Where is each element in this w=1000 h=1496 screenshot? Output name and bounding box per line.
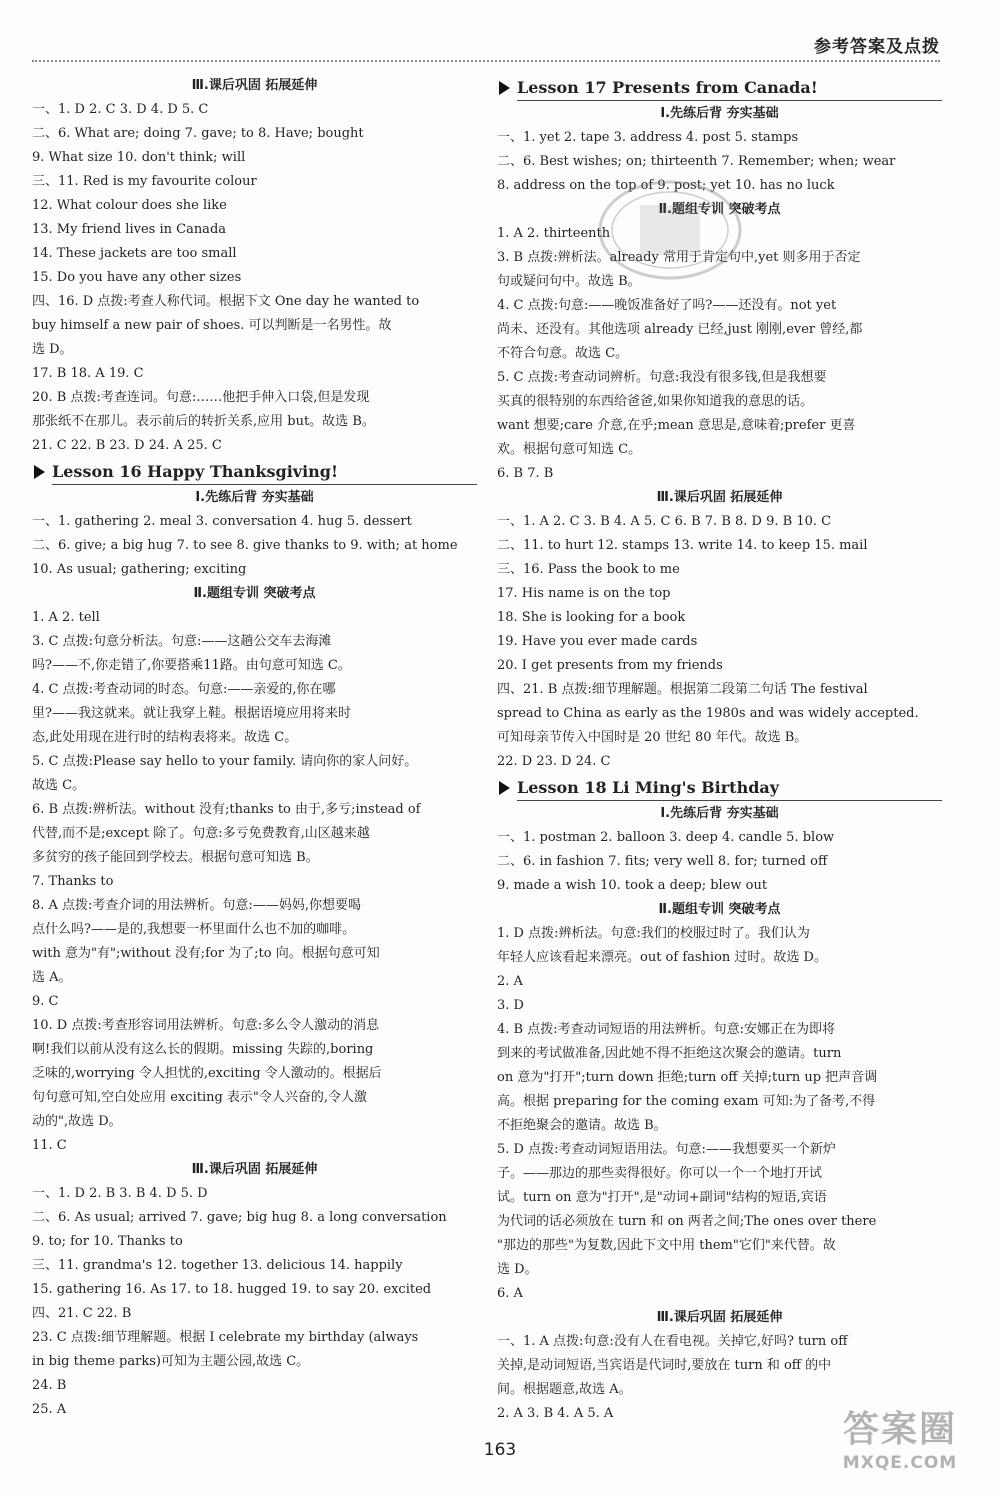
lesson-heading [497, 774, 942, 802]
answer-line: 14. These jackets are too small [32, 246, 237, 261]
lesson-underline [52, 484, 477, 485]
answer-line: 故选 C。 [32, 778, 86, 793]
lesson-underline [517, 100, 942, 101]
answer-line: 高。根据 preparing for the coming exam 可知:为了备考,不得 [497, 1094, 876, 1109]
answer-line: 17. B 18. A 19. C [32, 366, 144, 381]
answer-line: 18. She is looking for a book [497, 610, 686, 625]
triangle-bullet-icon [34, 465, 45, 479]
section-subheading: Ⅱ.题组专训 突破考点 [658, 902, 781, 917]
answer-line: 尚未、还没有。其他选项 already 已经,just 刚刚,ever 曾经,都 [497, 322, 863, 337]
answer-line: 到来的考试做准备,因此她不得不拒绝这次聚会的邀请。turn [497, 1046, 842, 1061]
answer-line: 不拒绝聚会的邀请。故选 B。 [497, 1118, 667, 1133]
answer-line: 那张纸不在那儿。表示前后的转折关系,应用 but。故选 B。 [32, 414, 375, 429]
page-header [0, 0, 1000, 64]
answer-line: 四、16. D 点拨:考查人称代词。根据下文 One day he wanted to [32, 294, 420, 309]
answer-line: 三、11. grandma's 12. together 13. delicious 14. happily [32, 1258, 403, 1273]
answer-line: 一、1. yet 2. tape 3. address 4. post 5. stamps [497, 130, 799, 145]
left-column [32, 74, 477, 1422]
answer-line: 3. C 点拨:句意分析法。句意:——这趟公交车去海滩 [32, 634, 332, 649]
watermark-logo: 答案圈 [842, 1409, 957, 1450]
answer-line: 25. A [32, 1402, 67, 1417]
site-watermark [815, 1408, 985, 1488]
answer-line: 5. C 点拨:Please say hello to your family. 请向你的家人问好。 [32, 754, 418, 769]
answer-line: 3. B 点拨:辨析法。already 常用于肯定句中,yet 则多用于否定 [497, 250, 861, 265]
answer-line: 20. I get presents from my friends [497, 658, 723, 673]
section-subheading: Ⅰ.先练后背 夯实基础 [660, 106, 779, 121]
section-subheading: Ⅲ.课后巩固 拓展延伸 [656, 1310, 783, 1325]
answer-line: 关掉,是动词短语,当宾语是代词时,要放在 turn 和 off 的中 [497, 1358, 832, 1373]
answer-line: 试。turn on 意为"打开",是"动词+副词"结构的短语,宾语 [497, 1190, 827, 1205]
watermark-url: MXQE.COM [842, 1453, 958, 1473]
answer-line: 10. D 点拨:考查形容词用法辨析。句意:多么令人激动的消息 [32, 1018, 380, 1033]
answer-line: 一、1. postman 2. balloon 3. deep 4. candle 5. blow [497, 830, 835, 845]
section-subheading: Ⅲ.课后巩固 拓展延伸 [191, 1162, 318, 1177]
answer-line: in big theme parks)可知为主题公园,故选 C。 [32, 1354, 310, 1369]
section-subheading: Ⅲ.课后巩固 拓展延伸 [191, 78, 318, 93]
answer-line: 为代词的话必须放在 turn 和 on 两者之间;The ones over there [497, 1214, 877, 1229]
answer-line: 24. B [32, 1378, 67, 1393]
answer-line: 6. A [497, 1286, 523, 1301]
answer-line: on 意为"打开";turn down 拒绝;turn off 关掉;turn up 把声音调 [497, 1070, 878, 1085]
answer-line: 17. His name is on the top [497, 586, 671, 601]
section-subheading: Ⅱ.题组专训 突破考点 [193, 586, 316, 601]
answer-line: 8. address on the top of 9. post; yet 10. has no luck [497, 178, 835, 193]
answer-line: 三、11. Red is my favourite colour [32, 174, 257, 189]
answer-line: 2. A [497, 974, 523, 989]
answer-line: 间。根据题意,故选 A。 [497, 1382, 632, 1397]
answer-line: 1. D 点拨:辨析法。句意:我们的校服过时了。我们认为 [497, 926, 810, 941]
answer-line: 二、11. to hurt 12. stamps 13. write 14. to keep 15. mail [497, 538, 868, 553]
lesson-title: Lesson 16 Happy Thanksgiving! [52, 462, 338, 481]
answer-line: 一、1. A 点拨:句意:没有人在看电视。关掉它,好吗? turn off [497, 1334, 848, 1349]
answer-line: 8. A 点拨:考查介词的用法辨析。句意:——妈妈,你想要喝 [32, 898, 361, 913]
answer-line: with 意为"有";without 没有;for 为了;to 向。根据句意可知 [32, 946, 380, 961]
answer-line: 4. C 点拨:句意:——晚饭准备好了吗?——还没有。not yet [497, 298, 837, 313]
answer-line: 四、21. C 22. B [32, 1306, 132, 1321]
answer-line: 乏味的,worrying 令人担忧的,exciting 令人激动的。根据后 [32, 1066, 382, 1081]
answer-line: 年轻人应该看起来漂亮。out of fashion 过时。故选 D。 [497, 950, 827, 965]
answer-line: 选 D。 [497, 1262, 538, 1277]
answer-line: buy himself a new pair of shoes. 可以判断是一名男性。故 [32, 318, 392, 333]
answer-line: 可知母亲节传入中国时是 20 世纪 80 年代。故选 B。 [497, 730, 808, 745]
answer-line: 二、6. in fashion 7. fits; very well 8. for; turned off [497, 854, 828, 869]
answer-line: 19. Have you ever made cards [497, 634, 698, 649]
answer-line: 7. Thanks to [32, 874, 114, 889]
answer-line: 三、16. Pass the book to me [497, 562, 680, 577]
answer-line: 代替,而不是;except 除了。句意:多亏免费教育,山区越来越 [32, 826, 370, 841]
answer-line: 选 A。 [32, 970, 72, 985]
answer-line: 20. B 点拨:考查连词。句意:……他把手伸入口袋,但是发现 [32, 390, 370, 405]
answer-line: 态,此处用现在进行时的结构表将来。故选 C。 [32, 730, 298, 745]
lesson-title: Lesson 17 Presents from Canada! [517, 78, 818, 97]
answer-line: 一、1. gathering 2. meal 3. conversation 4. hug 5. dessert [32, 514, 412, 529]
answer-line: 4. C 点拨:考查动词的时态。句意:——亲爱的,你在哪 [32, 682, 336, 697]
section-subheading: Ⅲ.课后巩固 拓展延伸 [656, 490, 783, 505]
stamp-seal [595, 175, 745, 285]
answer-line: 9. What size 10. don't think; will [32, 150, 246, 165]
lesson-underline [517, 800, 942, 801]
answer-line: 5. C 点拨:考查动词辨析。句意:我没有很多钱,但是我想要 [497, 370, 827, 385]
answer-line: 二、6. What are; doing 7. gave; to 8. Have; bought [32, 126, 364, 141]
header-divider [32, 60, 940, 62]
section-subheading: Ⅰ.先练后背 夯实基础 [195, 490, 314, 505]
answer-line: want 想要;care 介意,在乎;mean 意思是,意味着;prefer 更喜 [497, 418, 856, 433]
answer-line: 二、6. Best wishes; on; thirteenth 7. Remember; when; wear [497, 154, 896, 169]
lesson-heading [497, 74, 942, 102]
answer-line: 10. As usual; gathering; exciting [32, 562, 247, 577]
answer-line: 23. C 点拨:细节理解题。根据 I celebrate my birthday (always [32, 1330, 419, 1345]
answer-line: 6. B 点拨:辨析法。without 没有;thanks to 由于,多亏;instead of [32, 802, 421, 817]
lesson-title: Lesson 18 Li Ming's Birthday [517, 778, 780, 797]
triangle-bullet-icon [499, 781, 510, 795]
answer-line: 12. What colour does she like [32, 198, 227, 213]
answer-line: 9. C [32, 994, 59, 1009]
answer-line: 动的",故选 D。 [32, 1114, 122, 1129]
header-title: 参考答案及点拨 [814, 37, 940, 57]
answer-line: 句或疑问句中。故选 B。 [497, 274, 641, 289]
answer-line: 四、21. B 点拨:细节理解题。根据第二段第二句话 The festival [497, 682, 868, 697]
answer-line: 9. to; for 10. Thanks to [32, 1234, 183, 1249]
section-subheading: Ⅰ.先练后背 夯实基础 [660, 806, 779, 821]
answer-line: 11. C [32, 1138, 67, 1153]
answer-line: 选 D。 [32, 342, 73, 357]
answer-line: 2. A 3. B 4. A 5. A [497, 1406, 614, 1421]
answer-line: 22. D 23. D 24. C [497, 754, 611, 769]
answer-line: 句句意可知,空白处应用 exciting 表示"令人兴奋的,令人激 [32, 1090, 368, 1105]
lesson-heading [32, 458, 477, 486]
answer-line: 15. gathering 16. As 17. to 18. hugged 19. to say 20. excited [32, 1282, 432, 1297]
answer-line: 欢。根据句意可知选 C。 [497, 442, 642, 457]
answer-line: 吗?——不,你走错了,你要搭乘11路。由句意可知选 C。 [32, 658, 351, 673]
page-number: 163 [483, 1440, 517, 1460]
answer-line: 子。——那边的那些卖得很好。你可以一个一个地打开试 [497, 1166, 823, 1181]
answer-line: 一、1. A 2. C 3. B 4. A 5. C 6. B 7. B 8. D 9. B 10. C [497, 514, 832, 529]
answer-line: 4. B 点拨:考查动词短语的用法辨析。句意:安娜正在为即将 [497, 1022, 835, 1037]
answer-line: 5. D 点拨:考查动词短语用法。句意:——我想要买一个新炉 [497, 1142, 836, 1157]
answer-line: 啊!我们以前从没有这么长的假期。missing 失踪的,boring [32, 1042, 374, 1057]
answer-line: 二、6. As usual; arrived 7. gave; big hug 8. a long conversation [32, 1210, 447, 1225]
answer-line: 多贫穷的孩子能回到学校去。根据句意可知选 B。 [32, 850, 319, 865]
section-subheading: Ⅱ.题组专训 突破考点 [658, 202, 781, 217]
answer-line: 9. made a wish 10. took a deep; blew out [497, 878, 768, 893]
answer-line: 一、1. D 2. B 3. B 4. D 5. D [32, 1186, 208, 1201]
answer-line: 1. A 2. thirteenth [497, 226, 611, 241]
triangle-bullet-icon [499, 81, 510, 95]
answer-line: 1. A 2. tell [32, 610, 100, 625]
answer-line: 6. B 7. B [497, 466, 554, 481]
answer-line: 不符合句意。故选 C。 [497, 346, 629, 361]
answer-line: 13. My friend lives in Canada [32, 222, 227, 237]
answer-line: 21. C 22. B 23. D 24. A 25. C [32, 438, 222, 453]
answer-line: 3. D [497, 998, 524, 1013]
answer-line: 一、1. D 2. C 3. D 4. D 5. C [32, 102, 209, 117]
answer-line: "那边的那些"为复数,因此下文中用 them"它们"来代替。故 [497, 1238, 836, 1253]
answer-line: 买真的很特别的东西给爸爸,如果你知道我的意思的话。 [497, 394, 814, 409]
answer-line: spread to China as early as the 1980s and was widely accepted. [497, 706, 919, 721]
answer-line: 里?——我这就来。就让我穿上鞋。根据语境应用将来时 [32, 706, 351, 721]
answer-line: 15. Do you have any other sizes [32, 270, 242, 285]
answer-line: 二、6. give; a big hug 7. to see 8. give thanks to 9. with; at home [32, 538, 458, 553]
answer-line: 点什么吗?——是的,我想要一杯里面什么也不加的咖啡。 [32, 922, 356, 937]
